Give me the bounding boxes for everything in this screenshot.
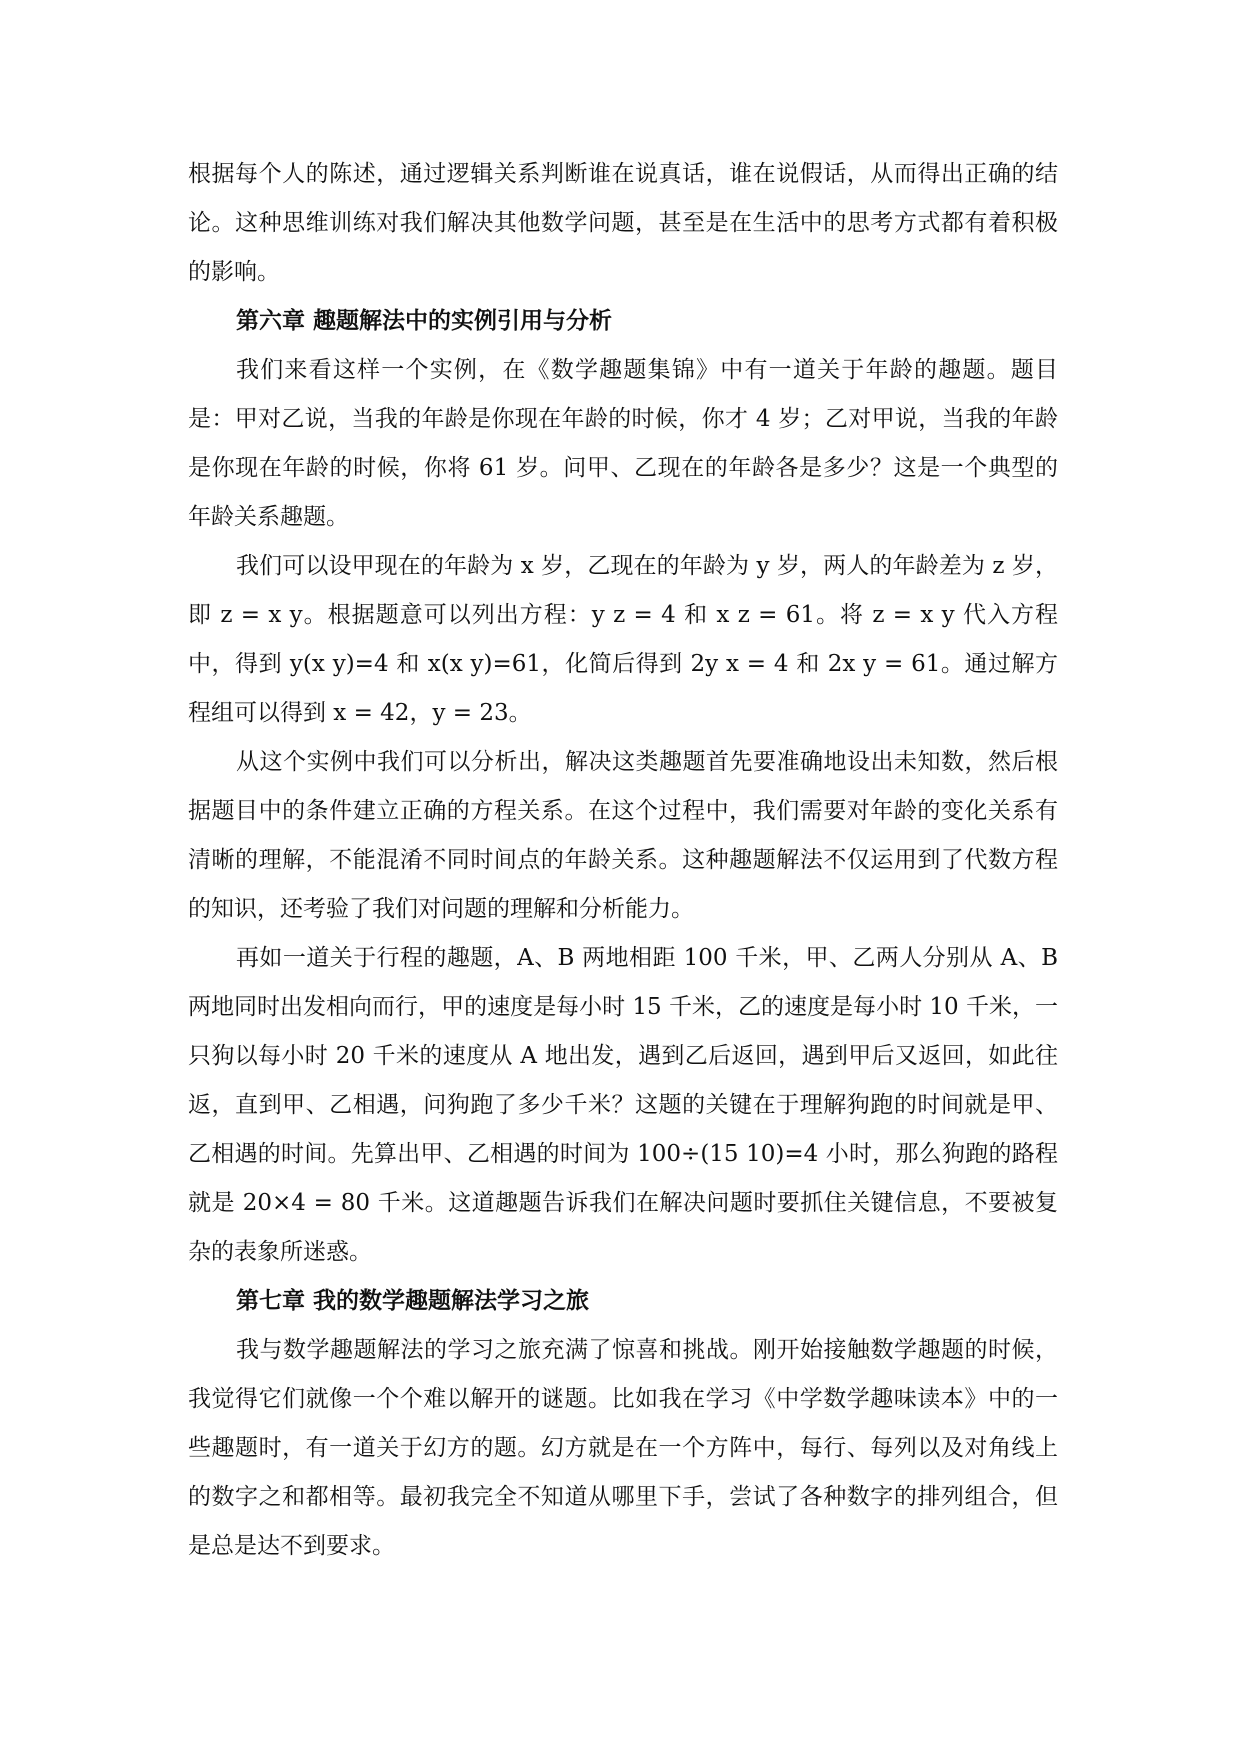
paragraph-analysis: 从这个实例中我们可以分析出，解决这类趣题首先要准确地设出未知数，然后根据题目中的条件建立正确的方程关系。在这个过程中，我们需要对年龄的变化关系有清晰的理解，不能混淆不同时间点的年龄关系。这种趣题解法不仅运用到了代数方程的知识，还考验了我们对问题的理解和分析能力。: [188, 749, 1058, 922]
paragraph-logic-reasoning: 根据每个人的陈述，通过逻辑关系判断谁在说真话，谁在说假话，从而得出正确的结论。这种思维训练对我们解决其他数学问题，甚至是在生活中的思考方式都有着积极的影响。: [188, 161, 1058, 285]
chapter-seven-heading: 第七章 我的数学趣题解法学习之旅: [236, 1288, 590, 1314]
paragraph-age-solution: 我们可以设甲现在的年龄为 x 岁，乙现在的年龄为 y 岁，两人的年龄差为 z 岁，即 z = x y。根据题意可以列出方程：y z = 4 和 x z = 61。将 z = x y 代入方程中，得到 y(x y)=4 和 x(x y)=61，化简后得到 2y x = 4 和 2x y = 61。通过解方程组可以得到 x = 42，y = 23。: [188, 553, 1058, 726]
paragraph-travel-problem: 再如一道关于行程的趣题，A、B 两地相距 100 千米，甲、乙两人分别从 A、B 两地同时出发相向而行，甲的速度是每小时 15 千米，乙的速度是每小时 10 千米，一只狗以每小时 20 千米的速度从 A 地出发，遇到乙后返回，遇到甲后又返回，如此往返，直到甲、乙相遇，问狗跑了多少千米？这题的关键在于理解狗跑的时间就是甲、乙相遇的时间。先算出甲、乙相遇的时间为 100÷(15 10)=4 小时，那么狗跑的路程就是 20×4 = 80 千米。这道趣题告诉我们在解决问题时要抓住关键信息，不要被复杂的表象所迷惑。: [188, 945, 1058, 1265]
document-page: [188, 150, 1058, 1571]
paragraph-age-problem: 我们来看这样一个实例，在《数学趣题集锦》中有一道关于年龄的趣题。题目是：甲对乙说，当我的年龄是你现在年龄的时候，你才 4 岁；乙对甲说，当我的年龄是你现在年龄的时候，你将 61 岁。问甲、乙现在的年龄各是多少？这是一个典型的年龄关系趣题。: [188, 357, 1058, 530]
chapter-six-heading: 第六章 趣题解法中的实例引用与分析: [236, 308, 613, 334]
paragraph-learning-journey: 我与数学趣题解法的学习之旅充满了惊喜和挑战。刚开始接触数学趣题的时候，我觉得它们就像一个个难以解开的谜题。比如我在学习《中学数学趣味读本》中的一些趣题时，有一道关于幻方的题。幻方就是在一个方阵中，每行、每列以及对角线上的数字之和都相等。最初我完全不知道从哪里下手，尝试了各种数字的排列组合，但是总是达不到要求。: [188, 1337, 1058, 1559]
